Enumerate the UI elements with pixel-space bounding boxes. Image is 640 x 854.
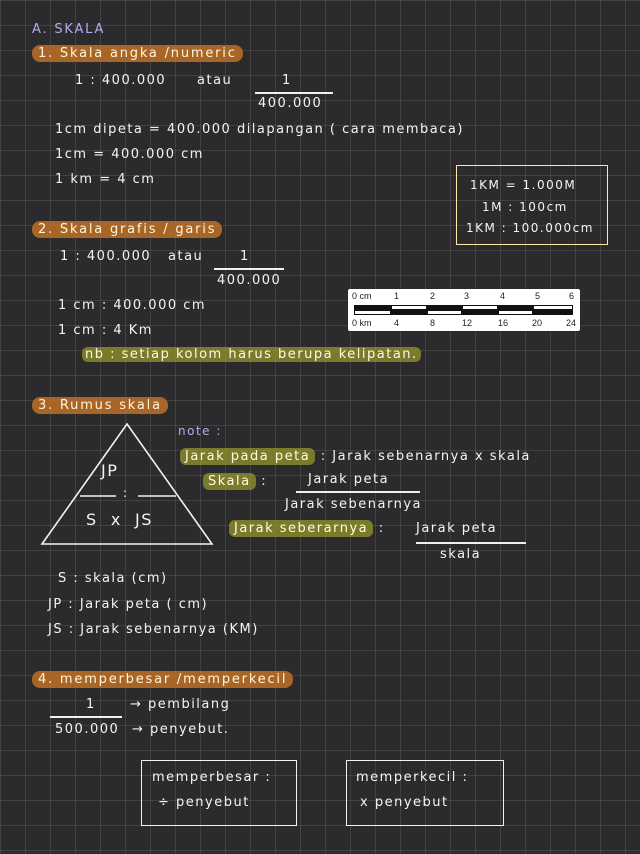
section-4-heading: [32, 672, 293, 687]
formula-skala-bar: [296, 491, 420, 493]
section-4-heading-text: 4. memperbesar /memperkecil: [32, 671, 293, 688]
scalebar-bottom-tick: 8: [430, 318, 436, 328]
s4-denominator: 500.000: [55, 722, 120, 737]
formula-jp-label: Jarak pada peta: [180, 448, 315, 465]
formula-skala: [203, 474, 267, 489]
scalebar-bottom-tick: 24: [566, 318, 577, 328]
s1-fraction-denominator: 400.000: [258, 96, 323, 111]
s4-numerator-arrow: → pembilang: [130, 697, 231, 712]
scalebar-segment: [354, 310, 391, 315]
scalebar-top-tick: 6: [569, 291, 575, 301]
memperbesar-title: memperbesar :: [152, 770, 272, 785]
s1-ratio: 1 : 400.000: [75, 73, 167, 88]
s2-note: [82, 347, 421, 362]
formula-js: [229, 521, 385, 536]
formula-js-colon: :: [378, 521, 385, 536]
scalebar-segment: [391, 310, 427, 315]
s2-fraction-bar: [214, 268, 284, 270]
legend-js: JS : Jarak sebenarnya (KM): [48, 622, 259, 637]
section-3-heading: [32, 398, 168, 413]
s4-numerator: 1: [86, 697, 96, 712]
s2-ratio: 1 : 400.000: [60, 249, 152, 264]
s1-line-cm: 1cm = 400.000 cm: [55, 147, 204, 162]
s2-atau: atau: [168, 249, 204, 264]
note-label: note :: [178, 424, 222, 438]
scalebar-bottom-tick: 16: [498, 318, 509, 328]
conv-km-cm: 1KM : 100.000cm: [466, 221, 594, 235]
section-2-heading-text: 2. Skala grafis / garis: [32, 221, 222, 238]
formula-js-label: Jarak seberarnya: [229, 520, 373, 537]
scalebar-top-tick: 1: [394, 291, 400, 301]
s4-fraction-bar: [50, 716, 122, 718]
s1-line-km: 1 km = 4 cm: [55, 172, 156, 187]
s4-denominator-arrow: → penyebut.: [132, 722, 230, 737]
formula-skala-colon: :: [261, 474, 268, 489]
legend-s: S : skala (cm): [58, 571, 168, 586]
memperkecil-rule: x penyebut: [360, 795, 449, 810]
s2-fraction-numerator: 1: [240, 249, 250, 264]
s2-line-km: 1 cm : 4 Km: [58, 323, 153, 338]
s1-line-reading: 1cm dipeta = 400.000 dilapangan ( cara membaca): [55, 122, 464, 137]
formula-jp-rest: : Jarak sebenarnya x skala: [320, 449, 531, 464]
scalebar-top-tick: 4: [500, 291, 506, 301]
s2-note-text: nb : setiap kolom harus berupa kelipatan.: [82, 347, 421, 362]
page-title: A. SKALA: [32, 22, 106, 37]
scalebar-bottom-tick: 20: [532, 318, 543, 328]
conv-m-cm: 1M : 100cm: [482, 200, 568, 214]
formula-skala-label: Skala: [203, 473, 256, 490]
section-1-heading: [32, 46, 243, 61]
scalebar-top-tick: 2: [430, 291, 436, 301]
memperbesar-rule: ÷ penyebut: [158, 795, 250, 810]
scalebar-top-tick: 5: [535, 291, 541, 301]
formula-skala-numerator: Jarak peta: [308, 472, 390, 487]
formula-js-denominator: skala: [440, 547, 482, 562]
memperkecil-title: memperkecil :: [356, 770, 469, 785]
section-1-heading-text: 1. Skala angka /numeric: [32, 45, 243, 62]
scalebar-bottom-tick: 12: [462, 318, 473, 328]
triangle-divider: :: [123, 486, 129, 500]
scalebar-segment: [462, 310, 498, 315]
s2-fraction-denominator: 400.000: [217, 273, 282, 288]
graphic-scale-bar: [348, 289, 580, 331]
formula-js-bar: [416, 542, 526, 544]
scalebar-top-unit: 0 cm: [352, 291, 372, 301]
section-2-heading: [32, 222, 222, 237]
scalebar-bottom-tick: 4: [394, 318, 400, 328]
legend-jp: JP : Jarak peta ( cm): [48, 597, 209, 612]
section-3-heading-text: 3. Rumus skala: [32, 397, 168, 414]
scalebar-bottom-unit: 0 km: [352, 318, 372, 328]
s1-atau: atau: [197, 73, 233, 88]
formula-js-numerator: Jarak peta: [416, 521, 498, 536]
scalebar-segment: [427, 310, 462, 315]
formula-skala-denominator: Jarak sebenarnya: [285, 497, 423, 512]
triangle-s-x-js: S x JS: [86, 510, 153, 529]
conv-km-m: 1KM = 1.000M: [470, 178, 577, 192]
s2-line-cm: 1 cm : 400.000 cm: [58, 298, 207, 313]
triangle-jp: JP: [101, 461, 119, 480]
scalebar-segment: [498, 310, 533, 315]
s1-fraction-bar: [255, 92, 333, 94]
s1-fraction-numerator: 1: [282, 73, 292, 88]
scalebar-segment: [533, 310, 573, 315]
scalebar-top-tick: 3: [464, 291, 470, 301]
formula-jp: [180, 449, 531, 464]
